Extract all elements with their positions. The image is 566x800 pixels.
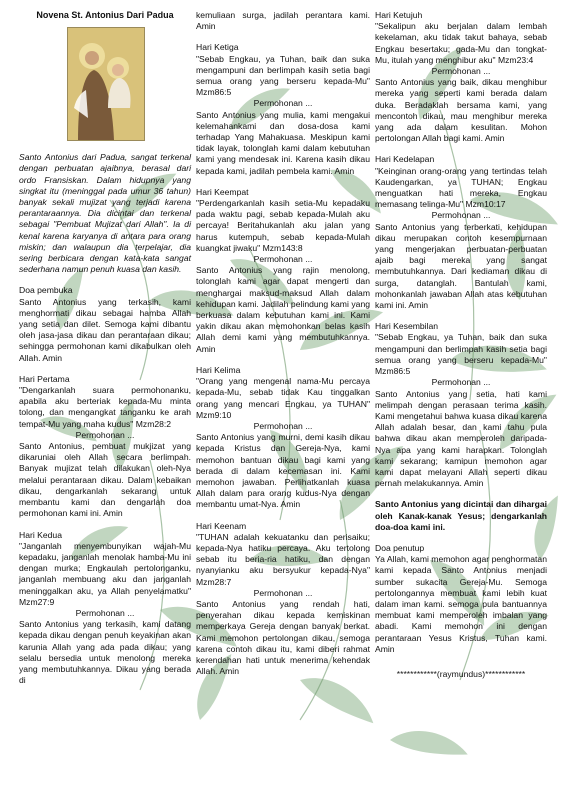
hari-pertama-verse: "Dengarkanlah suara permohonanku, apabila aku berteriak kepada-Mu minta tolong, dan mengangkat tanganku ke arah tempat-Mu yang maha kudus" Mzm28:2 xyxy=(19,385,191,429)
hari-ketujuh-prayer: Santo Antonius yang baik, dikau menghibur mereka yang seperti kami berada dalam duka. Beradaklah bersama kami, yang mencontoh dikau, mau menghibur mereka yang ada dalam kesulitan. Mohon pertolongan Allah bagi kami. Amin xyxy=(375,77,547,144)
hari-keempat-permohonan: Permohonan ... xyxy=(253,254,313,265)
invocation-bold: Santo Antonius yang dicintai dan dihargai oleh Kanak-kanak Yesus; dengarkanlah doa-doa kami ini. xyxy=(375,499,547,532)
hari-kedua-permohonan: Permohonan ... xyxy=(75,607,135,618)
doa-pembuka-heading: Doa pembuka xyxy=(19,285,73,296)
hari-ketujuh-permohonan: Permohonan ... xyxy=(431,66,491,77)
hari-pertama-permohonan: Permohonan ... xyxy=(75,429,135,440)
hari-kesembilan-prayer: Santo Antonius yang setia, hati kami melimpah dengan perasaan terima kasih. Kami mengetahui bahwa kuasa dikau karena Allah adalah besar, dan kami tahu pula bahwa dikau akan memperoleh daripada-Nya apa yang kami harapkan. Tolonglah kami sekarang; kamipun memohon agar kami dapat melayani Allah seperti dikau pernah melakukannya. Amin xyxy=(375,388,547,489)
hari-pertama-prayer: Santo Antonius, pembuat mukjizat yang dikaruniai oleh Allah secara berlimpah. Banyak mujizat telah dilakukan oleh-Nya melalui perantaraan dikau. Dalam kebaikan dikau, dengarkanlah sekarang untuk membantu kami dan dengarlah doa permohonan kami ini. Amin xyxy=(19,441,191,519)
saint-anthony-holding-child-icon xyxy=(67,27,145,141)
hari-kedua-verse: "Janganlah menyembunyikan wajah-Mu kepadaku, janganlah menolak hamba-Mu ini dengan murka; Engkaulah pertolonganku, janganlah membuang aku dan janganlah meninggalkan aku, ya Allah penyelamatku" Mzm27:9 xyxy=(19,540,191,607)
column-middle xyxy=(196,10,370,677)
hari-ketiga-prayer: Santo Antonius yang mulia, kami mengakui kelemahankami dan dosa-dosa kami terhadap Yang Mahakuasa. Meskipun kami tidak layak, tolonglah kami dalam kebutuhan kami yang mendesak ini. Karena kasih dikau kepada kami, jadilah pembela kami. Amin xyxy=(196,109,370,176)
doa-penutup-text: Ya Allah, kami memohon agar penghormatan kami kepada Santo Antonius menjadi sumber sukacita Gereja-Mu. Semoga pertolongannya membuat kami lebih kuat dalam iman kami. semoga pula bantuannya membuat kami memperoleh imbalan yang abadi. Kami memohon ini dengan perantaraan Yesus Kristus, Tuhan kami. Amin xyxy=(375,554,547,654)
hari-kedelapan-verse: "Keinginan orang-orang yang tertindas telah Kaudengarkan, ya TUHAN; Engkau menguatkan hati mereka, Engkau memasang telinga-Mu" Mzm10:17 xyxy=(375,165,547,210)
hari-kedelapan-prayer: Santo Antonius yang terberkati, kehidupan dikau merupakan contoh kesempurnaan yang mengerjakan perbuatan-perbuatan ajaib bagi mereka yang sangat membutuhkannya. Dari kediaman dikau di surga, datanglah. Bantulah kami, mohonkanlah jawaban Allah atas kebutuhan kami ini. Amin xyxy=(375,221,547,311)
hari-ketiga-heading: Hari Ketiga xyxy=(196,42,239,53)
hari-kedelapan-heading: Hari Kedelapan xyxy=(375,154,435,165)
hari-kelima-prayer: Santo Antonius yang murni, demi kasih dikau kepada Kristus dan Gereja-Nya, kami memohon bantuan dikau bagi kami yang berada di dalam kecemasan ini. Kami memohon jawaban. Perlihatkanlah kuasa Allah dalam para orang kudus-Nya dengan membantu umat-Nya. Amin xyxy=(196,432,370,510)
hari-keempat-heading: Hari Keempat xyxy=(196,186,249,197)
hari-kedua-prayer: Santo Antonius yang terkasih, kami datang kepada dikau dengan penuh keyakinan akan karunia Allah yang ada pada dikau; yang selalu bersedia untuk menolong mereka yang membutuhkannya. Dikau yang berada di xyxy=(19,619,191,686)
intro-text: Santo Antonius dari Padua, sangat terkenal dengan perbuatan ajaibnya, berasal dari ordo Fransiskan. Dalam hidupnya yang singkat itu (meninggal pada umur 36 tahun) banyak sekali mujizat yang terjadi karena perantaraannya. Dia dicintai dan terkenal sebagai "Pembuat Mujizat dari Allah". Ia di kenal karena karyanya di antara para orang miskin; dan walaupun dia terpelajar, dia sering berbicara dengan kata-kata sangat sederhana namun penuh kuasa dan kasih. xyxy=(19,152,191,275)
column-right xyxy=(375,10,547,680)
hari-ketiga-permohonan: Permohonan ... xyxy=(253,98,313,109)
hari-keempat-prayer: Santo Antonius yang rajin menolong, tolonglah kami agar dapat mengerti dan menghargai maksud-maksud Allah dalam kehidupan kami. Jadilah pelindung kami yang berkuasa dalam kebutuhan kami ini. Kami yakin dikau akan memohonkan belas kasih Allah demi kami yang membutuhkannya. Amin xyxy=(196,265,370,354)
hari-kesembilan-verse: "Sebab Engkau, ya Tuhan, baik dan suka mengampuni dan berlimpah kasih setia bagi semua orang yang berseru kepada-Mu" Mzm86:5 xyxy=(375,332,547,377)
hari-keenam-heading: Hari Keenam xyxy=(196,520,247,531)
hari-keenam-permohonan: Permohonan ... xyxy=(253,587,313,598)
hari-kesembilan-permohonan: Permohonan ... xyxy=(431,377,491,388)
author-signature: ************(raymundus)************ xyxy=(396,668,526,679)
hari-kelima-permohonan: Permohonan ... xyxy=(253,420,313,431)
hari-pertama-heading: Hari Pertama xyxy=(19,373,70,384)
hari-keenam-verse: "TUHAN adalah kekuatanku dan perisaiku; kepada-Nya hatiku percaya. Aku tertolong sebab itu beria-ria hatiku, dan dengan nyanyianku aku bersyukur kepada-Nya" Mzm28:7 xyxy=(196,531,370,587)
hari-ketujuh-verse: "Sekalipun aku berjalan dalam lembah kekelaman, aku tidak takut bahaya, sebab Engkau besertaku; gada-Mu dan tongkat-Mu, itulah yang menghibur aku" Mzm23:4 xyxy=(375,21,547,65)
hari-kelima-verse: "Orang yang mengenal nama-Mu percaya kepada-Mu, sebab tidak Kau tinggalkan orang yang mencari Engkau, ya TUHAN" Mzm9:10 xyxy=(196,376,370,420)
hari-kedelapan-permohonan: Permohonan ... xyxy=(431,210,491,221)
hari-kedua-heading: Hari Kedua xyxy=(19,529,62,540)
column-left xyxy=(19,10,191,686)
hari-kelima-heading: Hari Kelima xyxy=(196,364,241,375)
hari-kesembilan-heading: Hari Kesembilan xyxy=(375,321,439,332)
doa-pembuka-text: Santo Antonius yang terkasih, kami menghormati dikau sebagai hamba Allah yang setia dan dilet. Semoga kami dibantu oleh jasa-jasa dikau dan perantaraan dikau; sehingga permohonan kami dikabulkan oleh Allah. Amin xyxy=(19,296,191,363)
hari-ketujuh-heading: Hari Ketujuh xyxy=(375,10,423,20)
doa-penutup-heading: Doa penutup xyxy=(375,542,425,553)
hari-ketiga-verse: "Sebab Engkau, ya Tuhan, baik dan suka mengampuni dan berlimpah kasih setia bagi semua orang yang berseru kepada-Mu" Mzm86:5 xyxy=(196,53,370,98)
page-title: Novena St. Antonius Dari Padua xyxy=(36,10,174,20)
hari-kedua-prayer-end: kemuliaan surga, jadilah perantara kami. Amin xyxy=(196,10,370,32)
hari-keempat-verse: "Perdengarkanlah kasih setia-Mu kepadaku pada waktu pagi, sebab kepada-Mulah aku percaya! Beritahukanlah aku jalan yang harus kutempuh, sebab kepada-Mulah kuangkat jiwaku" Mzm143:8 xyxy=(196,198,370,253)
hari-keenam-prayer: Santo Antonius yang rendah hati, penyerahan dikau kepada kemiskinan memperkaya Gereja dengan banyak berkat. Kami memohon pertolongan dikau, semoga karena contoh dikau itu, kami diberi rahmat kerendahan hati untuk menerima kehendak Allah. Amin xyxy=(196,598,370,677)
